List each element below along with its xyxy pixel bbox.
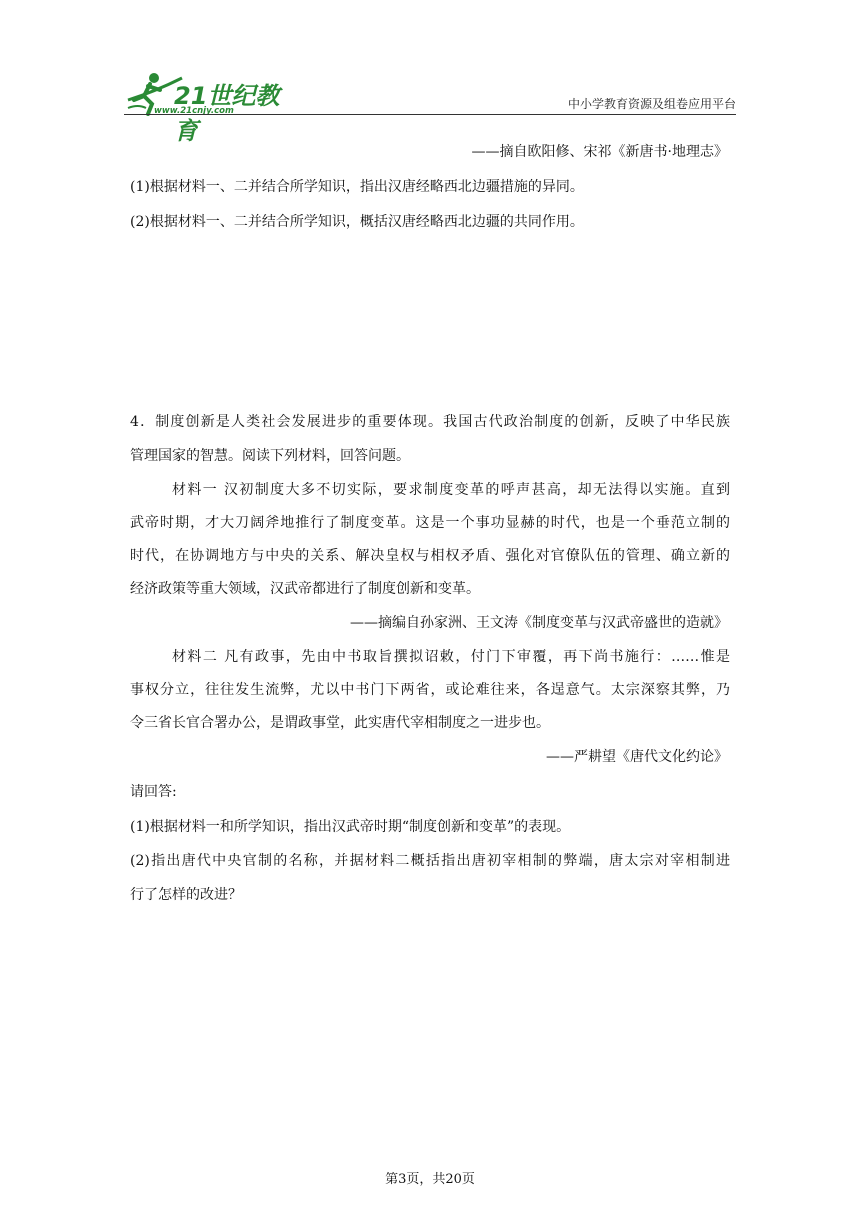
material1-source: ——摘编自孙家洲、王文涛《制度变革与汉武帝盛世的造就》 <box>350 615 728 631</box>
q4-subquestion-2-line-2: 行了怎样的改进？ <box>130 887 242 903</box>
q4-intro-line-1: 4．制度创新是人类社会发展进步的重要体现。我国古代政治制度的创新，反映了中华民族 <box>130 414 730 430</box>
q4-subquestion-2-line-1: (2)指出唐代中央官制的名称，并据材料二概括指出唐初宰相制的弊端，唐太宗对宰相制进 <box>130 853 730 869</box>
material1-line-3: 时代，在协调地方与中央的关系、解决皇权与相权矛盾、强化对官僚队伍的管理、确立新的 <box>130 548 730 564</box>
material2-line-2: 事权分立，往往发生流弊，尤以中书门下两省，或论难往来，各逞意气。太宗深察其弊，乃 <box>130 682 730 698</box>
material1-line-2: 武帝时期，才大刀阔斧地推行了制度变革。这是一个事功显赫的时代，也是一个垂范立制的 <box>130 515 730 531</box>
material2-line-1: 材料二 凡有政事，先由中书取旨撰拟诏敕，付门下审覆，再下尚书施行：……惟是 <box>172 649 730 665</box>
q4-intro-line-2: 管理国家的智慧。阅读下列材料，回答问题。 <box>130 448 410 464</box>
q3-source: ——摘自欧阳修、宋祁《新唐书·地理志》 <box>471 144 728 160</box>
q3-subquestion-2: (2)根据材料一、二并结合所学知识，概括汉唐经略西北边疆的共同作用。 <box>130 214 584 230</box>
header-platform-text: 中小学教育资源及组卷应用平台 <box>567 97 736 111</box>
logo <box>124 70 294 145</box>
logo-text: 21世纪教育 <box>174 82 280 145</box>
header-divider <box>124 114 736 115</box>
q3-subquestion-1: (1)根据材料一、二并结合所学知识，指出汉唐经略西北边疆措施的异同。 <box>130 179 584 195</box>
material1-line-4: 经济政策等重大领域，汉武帝都进行了制度创新和变革。 <box>130 581 480 597</box>
material2-source: ——严耕望《唐代文化约论》 <box>546 749 728 765</box>
page-number: 第3页，共20页 <box>385 1172 475 1187</box>
page-header <box>124 62 736 145</box>
material2-line-3: 令三省长官合署办公，是谓政事堂，此实唐代宰相制度之一进步也。 <box>130 715 550 731</box>
logo-url: www.21cnjy.com <box>154 106 234 116</box>
material1-line-1: 材料一 汉初制度大多不切实际，要求制度变革的呼声甚高，却无法得以实施。直到 <box>172 482 730 498</box>
q4-subquestion-1: (1)根据材料一和所学知识，指出汉武帝时期“制度创新和变革”的表现。 <box>130 819 571 835</box>
q4-ask: 请回答: <box>130 784 177 800</box>
